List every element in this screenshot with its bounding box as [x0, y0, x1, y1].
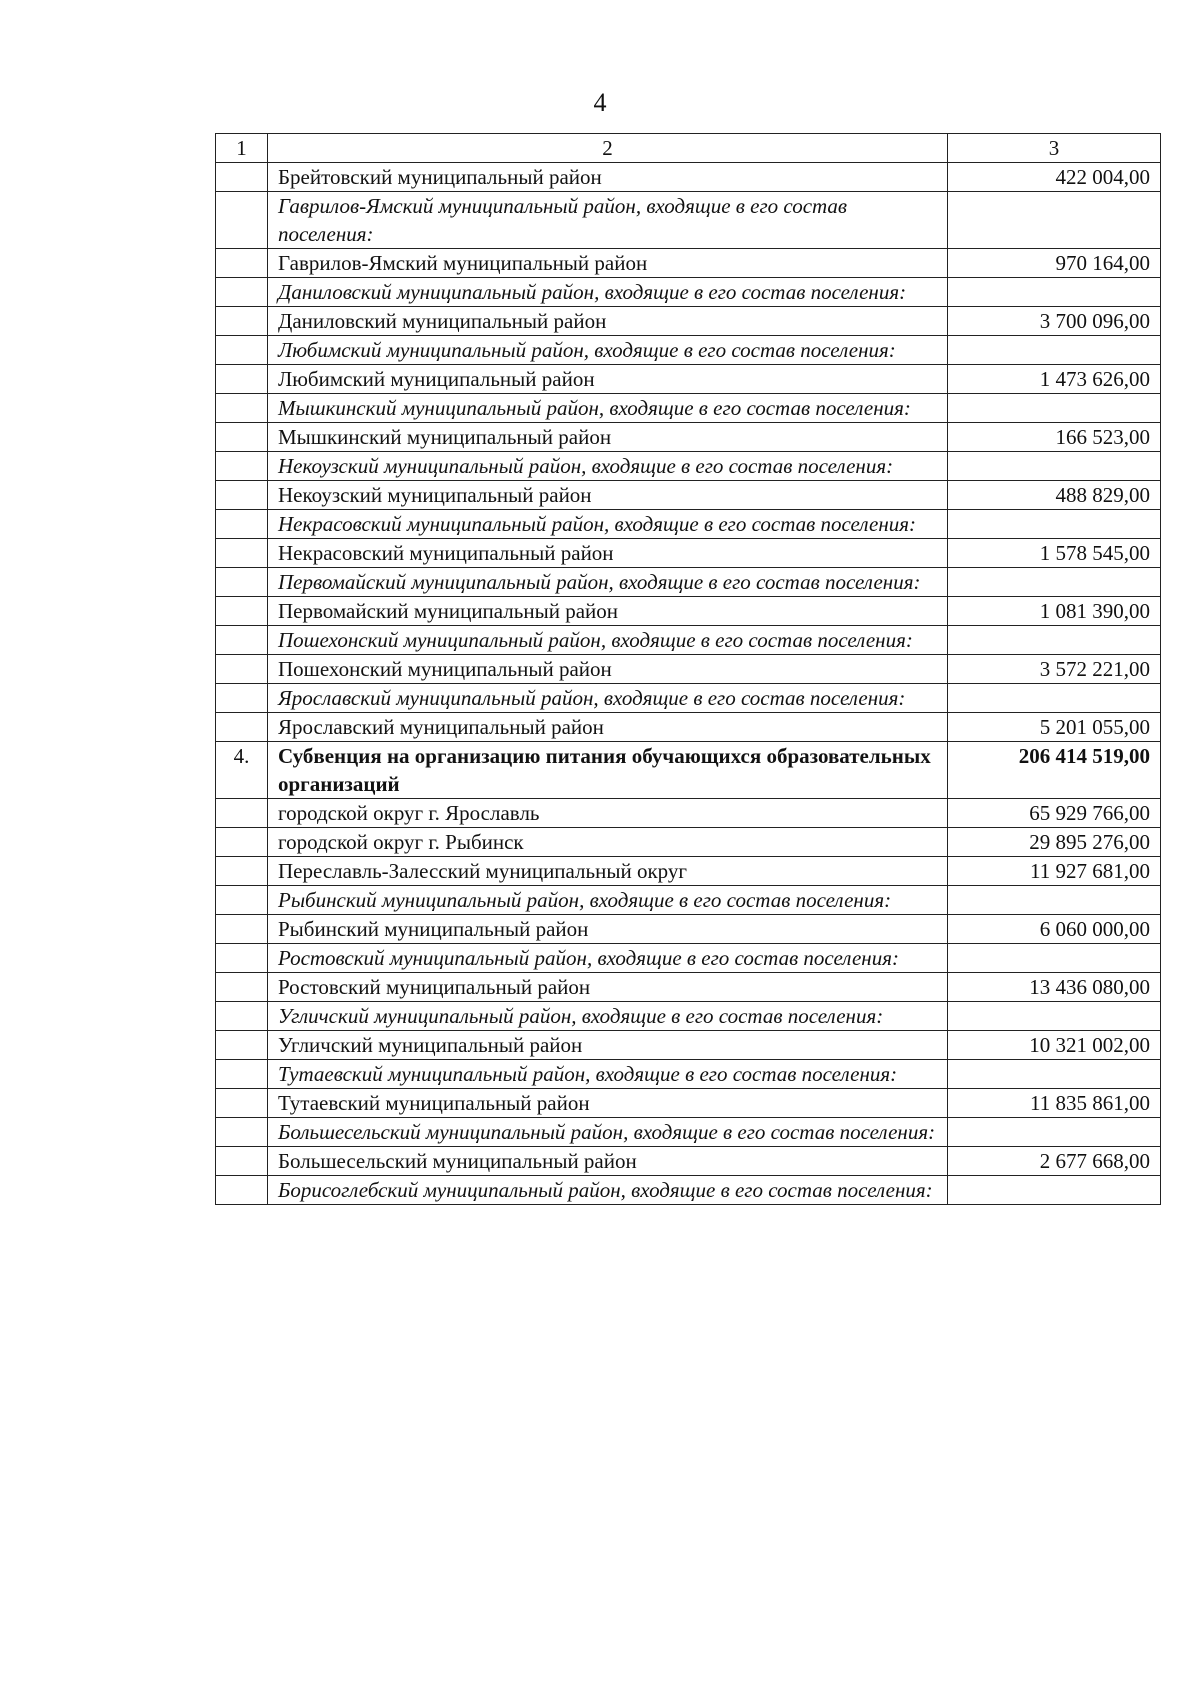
page-number: 4 — [593, 88, 607, 117]
table-row — [216, 307, 1161, 336]
row-index-cell — [216, 394, 268, 423]
amount-cell — [948, 1002, 1161, 1031]
subheading-row — [216, 1176, 1161, 1205]
district-name: Переславль-Залесский муниципальный округ — [268, 857, 948, 886]
amount-cell — [948, 510, 1161, 539]
district-group-label: Большесельский муниципальный район, входящие в его состав поселения: — [268, 1118, 948, 1147]
subheading-row — [216, 568, 1161, 597]
table-row — [216, 423, 1161, 452]
header-col-3: 3 — [948, 134, 1161, 163]
district-group-label: Ярославский муниципальный район, входящие в его состав поселения: — [268, 684, 948, 713]
row-index-cell — [216, 655, 268, 684]
subheading-row — [216, 886, 1161, 915]
table-row — [216, 1089, 1161, 1118]
row-index-cell — [216, 423, 268, 452]
table-row — [216, 597, 1161, 626]
amount-cell — [948, 886, 1161, 915]
district-group-label: Рыбинский муниципальный район, входящие в его состав поселения: — [268, 886, 948, 915]
district-group-label: Борисоглебский муниципальный район, входящие в его состав поселения: — [268, 1176, 948, 1205]
amount-cell: 166 523,00 — [948, 423, 1161, 452]
district-name: Ростовский муниципальный район — [268, 973, 948, 1002]
amount-cell — [948, 452, 1161, 481]
row-index-cell — [216, 915, 268, 944]
amount-cell: 1 473 626,00 — [948, 365, 1161, 394]
table-row — [216, 1031, 1161, 1060]
district-group-label: Первомайский муниципальный район, входящие в его состав поселения: — [268, 568, 948, 597]
district-group-label: Гаврилов-Ямский муниципальный район, входящие в его состав поселения: — [268, 192, 948, 249]
amount-cell: 6 060 000,00 — [948, 915, 1161, 944]
row-index-cell — [216, 1089, 268, 1118]
row-index-cell — [216, 539, 268, 568]
district-group-label: Мышкинский муниципальный район, входящие в его состав поселения: — [268, 394, 948, 423]
row-index-cell — [216, 799, 268, 828]
row-index-cell — [216, 1118, 268, 1147]
row-index-cell — [216, 1176, 268, 1205]
amount-cell: 5 201 055,00 — [948, 713, 1161, 742]
table-row — [216, 915, 1161, 944]
row-index-cell — [216, 684, 268, 713]
district-name: Брейтовский муниципальный район — [268, 163, 948, 192]
row-index-cell — [216, 163, 268, 192]
row-index-cell — [216, 626, 268, 655]
subheading-row — [216, 336, 1161, 365]
table-row — [216, 163, 1161, 192]
row-index-cell — [216, 713, 268, 742]
district-name: Даниловский муниципальный район — [268, 307, 948, 336]
row-index-cell — [216, 1060, 268, 1089]
row-index-cell — [216, 365, 268, 394]
section-row — [216, 742, 1161, 799]
amount-cell: 29 895 276,00 — [948, 828, 1161, 857]
row-index-cell — [216, 249, 268, 278]
amount-cell — [948, 278, 1161, 307]
amount-cell: 3 572 221,00 — [948, 655, 1161, 684]
district-name: Рыбинский муниципальный район — [268, 915, 948, 944]
amount-cell: 3 700 096,00 — [948, 307, 1161, 336]
section-index: 4. — [216, 742, 268, 799]
table-row — [216, 713, 1161, 742]
subheading-row — [216, 1118, 1161, 1147]
district-name: Тутаевский муниципальный район — [268, 1089, 948, 1118]
amount-cell — [948, 336, 1161, 365]
row-index-cell — [216, 278, 268, 307]
district-group-label: Ростовский муниципальный район, входящие в его состав поселения: — [268, 944, 948, 973]
table-row — [216, 973, 1161, 1002]
subheading-row — [216, 944, 1161, 973]
row-index-cell — [216, 886, 268, 915]
amount-cell: 1 578 545,00 — [948, 539, 1161, 568]
header-col-2: 2 — [268, 134, 948, 163]
amount-cell — [948, 192, 1161, 249]
district-name: Любимский муниципальный район — [268, 365, 948, 394]
subheading-row — [216, 278, 1161, 307]
district-group-label: Некоузский муниципальный район, входящие в его состав поселения: — [268, 452, 948, 481]
district-name: Угличский муниципальный район — [268, 1031, 948, 1060]
amount-cell — [948, 944, 1161, 973]
district-group-label: Пошехонский муниципальный район, входящие в его состав поселения: — [268, 626, 948, 655]
amount-cell — [948, 1176, 1161, 1205]
district-name: Гаврилов-Ямский муниципальный район — [268, 249, 948, 278]
district-name: городской округ г. Рыбинск — [268, 828, 948, 857]
row-index-cell — [216, 510, 268, 539]
amount-cell: 488 829,00 — [948, 481, 1161, 510]
header-col-1: 1 — [216, 134, 268, 163]
row-index-cell — [216, 597, 268, 626]
table-row — [216, 655, 1161, 684]
subheading-row — [216, 684, 1161, 713]
district-group-label: Угличский муниципальный район, входящие в его состав поселения: — [268, 1002, 948, 1031]
header-row — [216, 134, 1161, 163]
amount-cell: 65 929 766,00 — [948, 799, 1161, 828]
subheading-row — [216, 1002, 1161, 1031]
row-index-cell — [216, 452, 268, 481]
amount-cell: 1 081 390,00 — [948, 597, 1161, 626]
amount-cell — [948, 568, 1161, 597]
district-group-label: Некрасовский муниципальный район, входящие в его состав поселения: — [268, 510, 948, 539]
table-row — [216, 828, 1161, 857]
district-name: Мышкинский муниципальный район — [268, 423, 948, 452]
budget-table — [215, 133, 1161, 1205]
district-group-label: Тутаевский муниципальный район, входящие в его состав поселения: — [268, 1060, 948, 1089]
district-name: Первомайский муниципальный район — [268, 597, 948, 626]
table-row — [216, 799, 1161, 828]
row-index-cell — [216, 192, 268, 249]
subheading-row — [216, 626, 1161, 655]
amount-cell: 970 164,00 — [948, 249, 1161, 278]
table-row — [216, 857, 1161, 886]
table-row — [216, 365, 1161, 394]
district-name: Ярославский муниципальный район — [268, 713, 948, 742]
table-row — [216, 481, 1161, 510]
subheading-row — [216, 452, 1161, 481]
row-index-cell — [216, 1002, 268, 1031]
amount-cell — [948, 1060, 1161, 1089]
table-row — [216, 539, 1161, 568]
amount-cell: 422 004,00 — [948, 163, 1161, 192]
district-group-label: Даниловский муниципальный район, входящие в его состав поселения: — [268, 278, 948, 307]
row-index-cell — [216, 828, 268, 857]
row-index-cell — [216, 973, 268, 1002]
row-index-cell — [216, 307, 268, 336]
subheading-row — [216, 394, 1161, 423]
amount-cell — [948, 684, 1161, 713]
district-name: Некоузский муниципальный район — [268, 481, 948, 510]
subheading-row — [216, 192, 1161, 249]
district-name: Большесельский муниципальный район — [268, 1147, 948, 1176]
amount-cell — [948, 626, 1161, 655]
amount-cell — [948, 394, 1161, 423]
amount-cell — [948, 1118, 1161, 1147]
row-index-cell — [216, 1147, 268, 1176]
district-name: Пошехонский муниципальный район — [268, 655, 948, 684]
subheading-row — [216, 1060, 1161, 1089]
district-name: городской округ г. Ярославль — [268, 799, 948, 828]
amount-cell: 11 835 861,00 — [948, 1089, 1161, 1118]
table-row — [216, 249, 1161, 278]
district-group-label: Любимский муниципальный район, входящие в его состав поселения: — [268, 336, 948, 365]
subheading-row — [216, 510, 1161, 539]
row-index-cell — [216, 568, 268, 597]
row-index-cell — [216, 857, 268, 886]
amount-cell: 2 677 668,00 — [948, 1147, 1161, 1176]
amount-cell: 10 321 002,00 — [948, 1031, 1161, 1060]
row-index-cell — [216, 481, 268, 510]
amount-cell: 13 436 080,00 — [948, 973, 1161, 1002]
row-index-cell — [216, 944, 268, 973]
district-name: Некрасовский муниципальный район — [268, 539, 948, 568]
row-index-cell — [216, 336, 268, 365]
table-row — [216, 1147, 1161, 1176]
row-index-cell — [216, 1031, 268, 1060]
section-title: Субвенция на организацию питания обучающихся образовательных организаций — [268, 742, 948, 799]
amount-cell: 11 927 681,00 — [948, 857, 1161, 886]
section-total: 206 414 519,00 — [948, 742, 1161, 799]
